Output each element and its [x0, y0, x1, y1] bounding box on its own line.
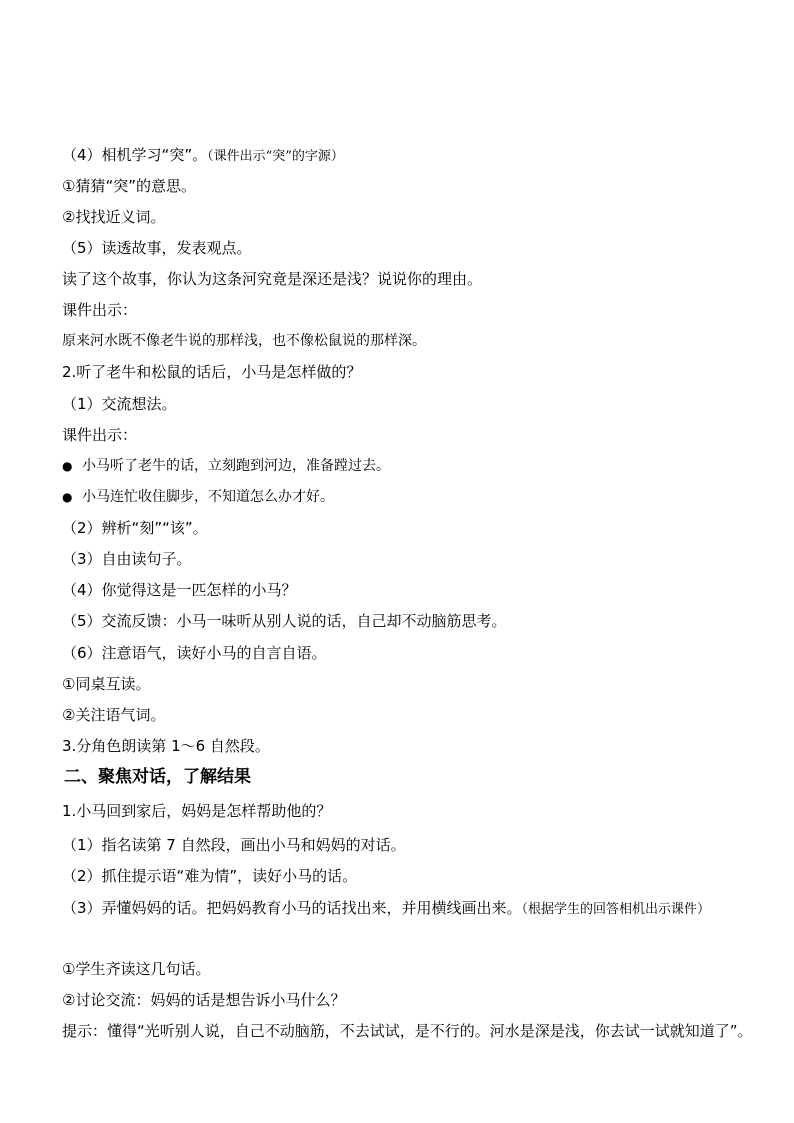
- step-5-feedback: （5）交流反馈：小马一味听从别人说的话，自己却不动脑筋思考。: [62, 612, 507, 630]
- bullet-item: [62, 456, 764, 476]
- courseware-note: （根据学生的回答相机出示课件）: [521, 902, 711, 917]
- courseware-label: 课件出示：: [62, 426, 138, 444]
- part-2-heading: 二、聚焦对话，了解结果: [64, 767, 251, 787]
- step-4-question: （4）你觉得这是一匹怎样的小马？: [62, 581, 297, 599]
- step-5-read-story: （5）读透故事，发表观点。: [62, 239, 252, 257]
- courseware-label: 课件出示：: [62, 301, 138, 319]
- bullet-item: [62, 487, 764, 507]
- hint-paragraph: 提示：懂得“光听别人说，自己不动脑筋，不去试试，是不行的。河水是深是浅，你去试一试就知道了”。: [62, 1022, 753, 1040]
- courseware-sentence: 原来河水既不像老牛说的那样浅，也不像松鼠说的那样深。: [62, 333, 426, 349]
- sub-step-discuss: ②讨论交流：妈妈的话是想告诉小马什么？: [62, 991, 346, 1009]
- question-river-depth: 读了这个故事，你认为这条河究竟是深还是浅？说说你的理由。: [62, 270, 483, 288]
- sub-step-modal-words: ②关注语气词。: [62, 706, 166, 724]
- step-text: （3）弄懂妈妈的话。把妈妈教育小马的话找出来，并用横线画出来。: [62, 899, 522, 917]
- step-1-exchange: （1）交流想法。: [62, 395, 177, 413]
- step-1-read-paragraph: （1）指名读第 7 自然段，画出小马和妈妈的对话。: [62, 836, 406, 854]
- step-2-distinguish: （2）辨析“刻”“该”。: [62, 519, 208, 537]
- sub-step-read-together: ①学生齐读这几句话。: [62, 960, 211, 978]
- step-3-mother-words: [30, 893, 764, 925]
- bullet-text: 小马连忙收住脚步，不知道怎么办才好。: [82, 489, 334, 505]
- sub-step-guess-meaning: ①猜猜“突”的意思。: [62, 177, 196, 195]
- section-3-role-read: 3.分角色朗读第 1～6 自然段。: [62, 737, 270, 755]
- bullet-text: 小马听了老牛的话，立刻跑到河边，准备蹚过去。: [82, 458, 390, 474]
- step-text: （4）相机学习“突”。: [62, 146, 208, 164]
- courseware-note: （课件出示“突”的字源）: [207, 149, 344, 164]
- sub-step-partner-read: ①同桌互读。: [62, 675, 151, 693]
- section-1-heading: 1.小马回到家后，妈妈是怎样帮助他的？: [62, 802, 332, 820]
- step-3-read-freely: （3）自由读句子。: [62, 550, 192, 568]
- step-4-learn-tu: [62, 145, 764, 167]
- bullet-icon: ●: [62, 490, 73, 504]
- step-2-prompt-word: （2）抓住提示语“难为情”，读好小马的话。: [62, 867, 358, 885]
- step-6-tone: （6）注意语气，读好小马的自言自语。: [62, 644, 327, 662]
- section-2-heading: 2.听了老牛和松鼠的话后，小马是怎样做的？: [62, 363, 362, 381]
- bullet-icon: ●: [62, 459, 73, 473]
- sub-step-synonyms: ②找找近义词。: [62, 208, 166, 226]
